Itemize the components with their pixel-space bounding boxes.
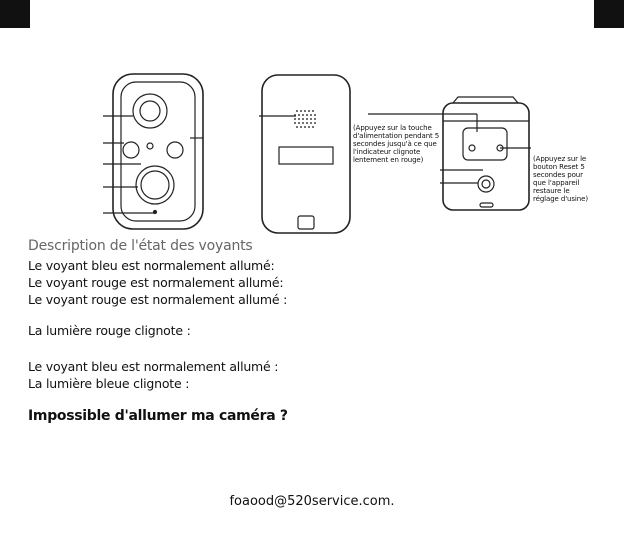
reset-button-note: (Appuyez sur le bouton Reset 5 secondes pour que l'appareil restaure le réglage d'usine) (533, 155, 588, 203)
troubleshoot-question: Impossible d'allumer ma caméra ? (28, 408, 288, 424)
status-line: Le voyant rouge est normalement allumé: (28, 275, 284, 290)
status-line: Le voyant bleu est normalement allumé : (28, 359, 279, 374)
status-line: Le voyant bleu est normalement allumé: (28, 258, 275, 273)
power-button-note: (Appuyez sur la touche d'alimentation pendant 5 secondes jusqu'à ce que l'indicateur clignote lentement en rouge) (353, 124, 440, 164)
status-line: La lumière bleue clignote : (28, 376, 190, 391)
speaker-grille (294, 110, 316, 128)
camera-front-view (113, 74, 203, 229)
support-email[interactable]: foaood@520service.com. (229, 494, 395, 509)
status-line: Le voyant rouge est normalement allumé : (28, 292, 288, 307)
status-line: La lumière rouge clignote : (28, 323, 191, 338)
camera-back-view (262, 75, 350, 233)
section-heading: Description de l'état des voyants (28, 238, 253, 254)
